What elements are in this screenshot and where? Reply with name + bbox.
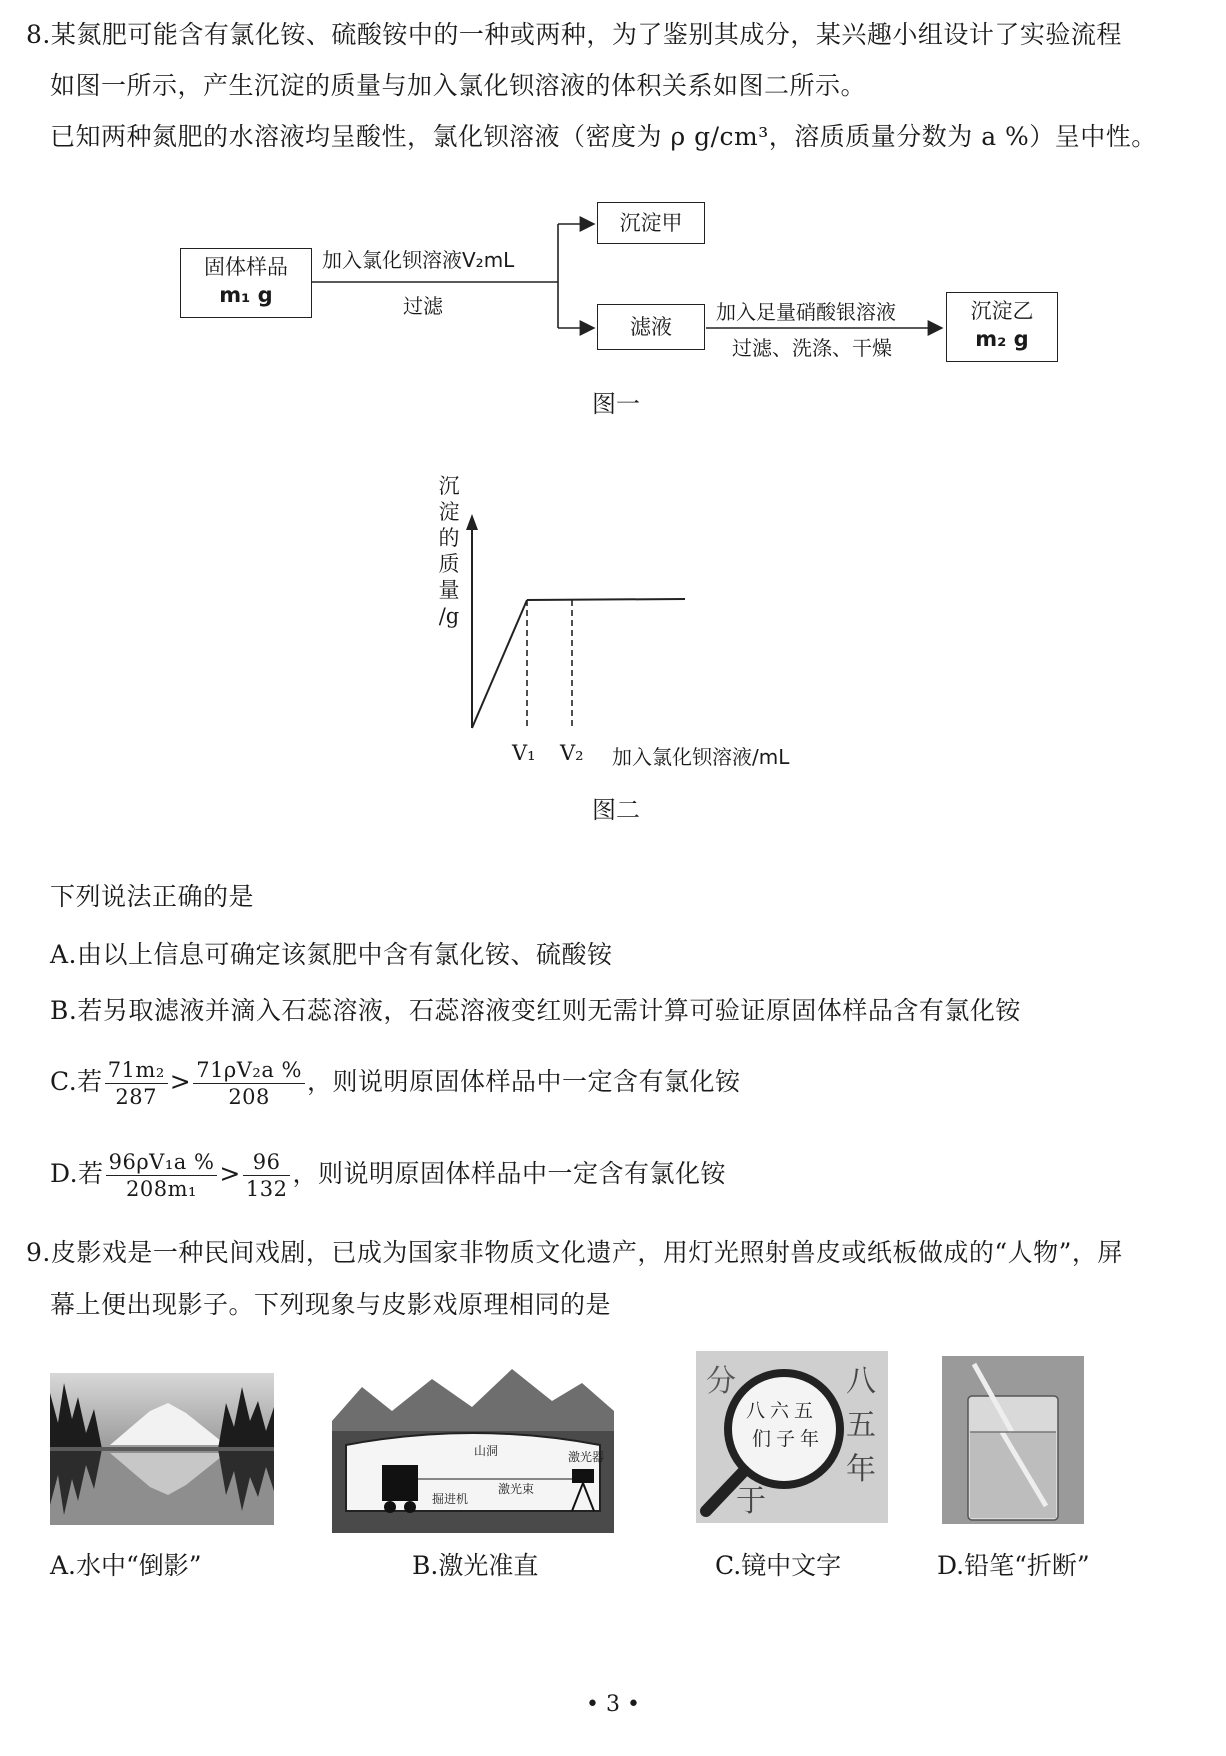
bg-char: 年 [846,1452,876,1487]
lens-char: 八 [746,1400,766,1422]
step2-reagent: 加入足量硝酸银溶液 [716,300,896,324]
option-c-operator: > [169,1067,192,1096]
q9-option-a: A.水中“倒影” [50,1551,202,1580]
q8-option-b: B.若另取滤液并滴入石蕊溶液，石蕊溶液变红则无需计算可验证原固体样品含有氯化铵 [50,996,1021,1025]
bg-char: 五 [846,1408,876,1443]
sample-mass: m₁ g [219,283,273,307]
lens-char: 六 [770,1400,790,1422]
filtrate-label: 滤液 [630,315,672,339]
mountain-reflection-picture [50,1373,274,1525]
bg-char: 八 [846,1364,876,1399]
step1-reagent: 加入氯化钡溶液V₂mL [322,248,515,272]
option-d-fraction-2 [243,1149,291,1202]
fraction-denominator: 208 [228,1085,270,1109]
laser-label: 激光器 [568,1450,605,1464]
step1-filter: 过滤 [403,294,443,318]
fraction-numerator: 71m₂ [105,1057,168,1084]
option-c-suffix: ，则说明原固体样品中一定含有氯化铵 [307,1067,741,1096]
reflection-image [50,1373,274,1525]
sample-box [180,248,312,318]
sample-label: 固体样品 [204,255,288,279]
precipitate-a-label: 沉淀甲 [619,211,683,235]
q9-option-c: C.镜中文字 [715,1551,842,1580]
option-c-fraction-1 [105,1057,168,1110]
y-label-char: 量 [438,578,460,602]
y-label-char: 淀 [438,500,460,524]
laser-image [332,1361,614,1533]
q8-line-1: 8.某氮肥可能含有氯化铵、硫酸铵中的一种或两种，为了鉴别其成分，某兴趣小组设计了实验流程 [26,20,1122,49]
option-d-prefix: D.若 [50,1159,104,1188]
q8-option-d [50,1144,726,1204]
y-axis-arrow [466,514,478,530]
y-label-char: /g [438,604,460,628]
fraction-numerator: 96 [243,1149,291,1176]
v2-tick-label: V₂ [560,741,584,765]
q8-stem: 下列说法正确的是 [50,882,255,911]
precipitate-a-box [597,202,705,244]
q9-line-2: 幕上便出现影子。下列现象与皮影戏原理相同的是 [50,1290,612,1319]
magnifier-image [696,1351,888,1523]
option-d-suffix: ，则说明原固体样品中一定含有氯化铵 [292,1159,726,1188]
lens-char: 五 [794,1400,814,1422]
fraction-denominator: 208m₁ [126,1177,197,1201]
lens-char: 年 [800,1428,820,1450]
precipitate-b-box [946,292,1058,362]
beam-label: 激光束 [498,1482,535,1496]
fraction-denominator: 132 [245,1177,288,1201]
bg-char: 于 [736,1484,766,1519]
filtrate-box [597,304,705,350]
figure-1-caption: 图一 [592,390,640,418]
q8-line-2: 如图一所示，产生沉淀的质量与加入氯化钡溶液的体积关系如图二所示。 [50,71,867,100]
graph-x-label: 加入氯化钡溶液/mL [612,745,790,769]
q9-line-1: 9.皮影戏是一种民间戏剧，已成为国家非物质文化遗产，用灯光照射兽皮或纸板做成的“人物”，屏 [26,1238,1123,1267]
page-number: • 3 • [586,1692,640,1717]
precipitate-b-mass: m₂ g [975,327,1029,351]
option-d-fraction-1 [106,1149,218,1202]
option-d-operator: > [219,1159,241,1188]
y-label-char: 沉 [438,474,460,498]
cave-label: 山洞 [474,1444,499,1458]
pencil-image [942,1356,1084,1524]
step2-operations: 过滤、洗涤、干燥 [732,336,892,360]
q9-option-d: D.铅笔“折断” [937,1551,1090,1580]
option-c-prefix: C.若 [50,1067,103,1096]
pencil-in-glass-picture [942,1356,1084,1524]
fraction-denominator: 287 [115,1085,158,1109]
y-label-char: 的 [438,526,460,550]
machine-label: 掘进机 [432,1492,469,1506]
option-c-fraction-2 [193,1057,305,1110]
fraction-numerator: 96ρV₁a % [106,1149,218,1176]
v1-tick-label: V₁ [512,741,536,765]
tunnel-laser-picture [332,1361,614,1533]
q8-option-c [50,1052,741,1112]
precipitate-b-label: 沉淀乙 [970,299,1034,323]
q8-line-3: 已知两种氮肥的水溶液均呈酸性，氯化钡溶液（密度为 ρ g/cm³，溶质质量分数为 a %）呈中性。 [50,122,1157,151]
y-label-char: 质 [438,552,460,576]
q9-option-b: B.激光准直 [412,1551,539,1580]
rising-segment [472,600,527,728]
bg-char: 分 [706,1364,736,1399]
plateau-segment [527,599,685,600]
figure-2-caption: 图二 [592,796,640,824]
magnifier-picture [696,1351,888,1523]
fraction-numerator: 71ρV₂a % [193,1057,305,1084]
lens-char: 们 [752,1428,772,1450]
lens-char: 子 [776,1428,796,1450]
q8-option-a: A.由以上信息可确定该氮肥中含有氯化铵、硫酸铵 [50,940,613,969]
